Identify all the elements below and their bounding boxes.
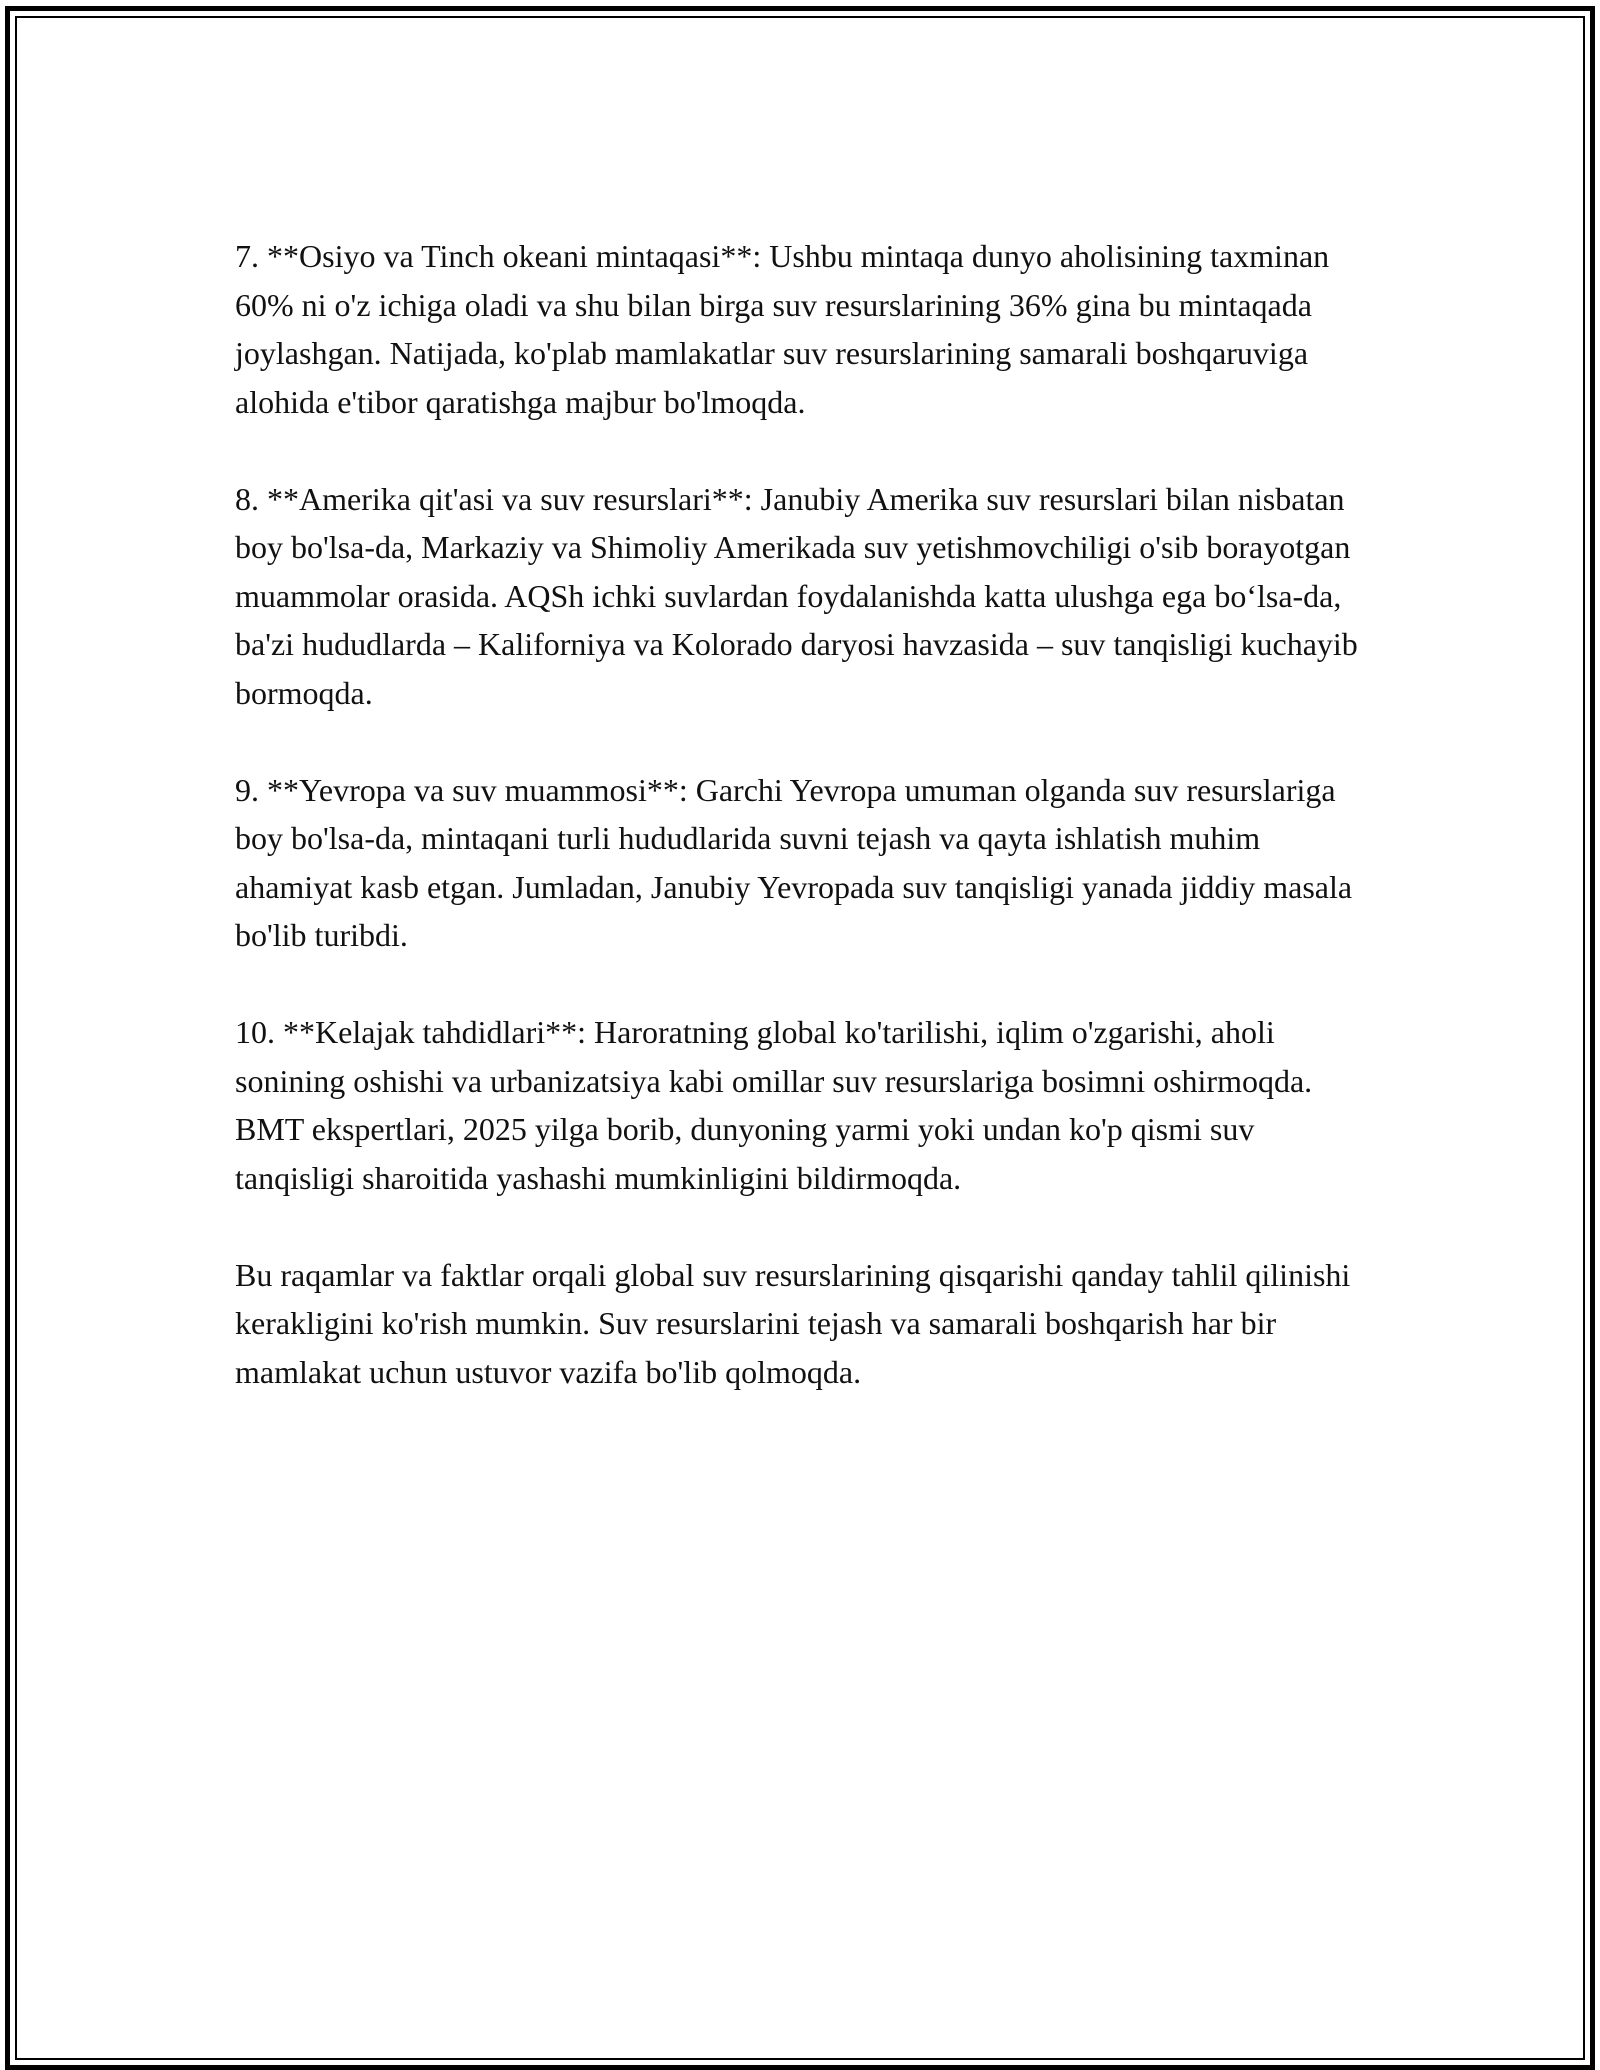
paragraph-americas: 8. **Amerika qit'asi va suv resurslari**: Janubiy Amerika suv resurslari bilan nisbatan boy bo'lsa-da, Markaziy va Shimoliy Amerikada suv yetishmovchiligi o'sib borayotgan muammolar orasida. AQSh ichki suvlardan foydalanishda katta ulushga ega bo‘lsa-da, ba'zi hududlarda – Kaliforniya va Kolorado daryosi havzasida – suv tanqisligi kuchayib bormoqda. bbox=[235, 480, 1358, 711]
document-body bbox=[235, 232, 1365, 1396]
paragraph-asia-pacific: 7. **Osiyo va Tinch okeani mintaqasi**: Ushbu mintaqa dunyo aholisining taxminan 60% ni o'z ichiga oladi va shu bilan birga suv resurslarining 36% gina bu mintaqada joylashgan. Natijada, ko'plab mamlakatlar suv resurslarining samarali boshqaruviga alohida e'tibor qaratishga majbur bo'lmoqda. bbox=[235, 238, 1330, 420]
paragraph-conclusion: Bu raqamlar va faktlar orqali global suv resurslarining qisqarishi qanday tahlil qilinishi kerakligini ko'rish mumkin. Suv resurslarini tejash va samarali boshqarish har bir mamlakat uchun ustuvor vazifa bo'lib qolmoqda. bbox=[235, 1256, 1351, 1390]
paragraph-europe: 9. **Yevropa va suv muammosi**: Garchi Yevropa umuman olganda suv resurslariga boy bo'lsa-da, mintaqani turli hududlarida suvni tejash va qayta ishlatish muhim ahamiyat kasb etgan. Jumladan, Janubiy Yevropada suv tanqisligi yanada jiddiy masala bo'lib turibdi. bbox=[235, 771, 1353, 953]
paragraph-future-threats: 10. **Kelajak tahdidlari**: Haroratning global ko'tarilishi, iqlim o'zgarishi, aholi sonining oshishi va urbanizatsiya kabi omillar suv resurslariga bosimni oshirmoqda. BMT ekspertlari, 2025 yilga borib, dunyoning yarmi yoki undan ko'p qismi suv tanqisligi sharoitida yashashi mumkinligini bildirmoqda. bbox=[235, 1014, 1313, 1196]
